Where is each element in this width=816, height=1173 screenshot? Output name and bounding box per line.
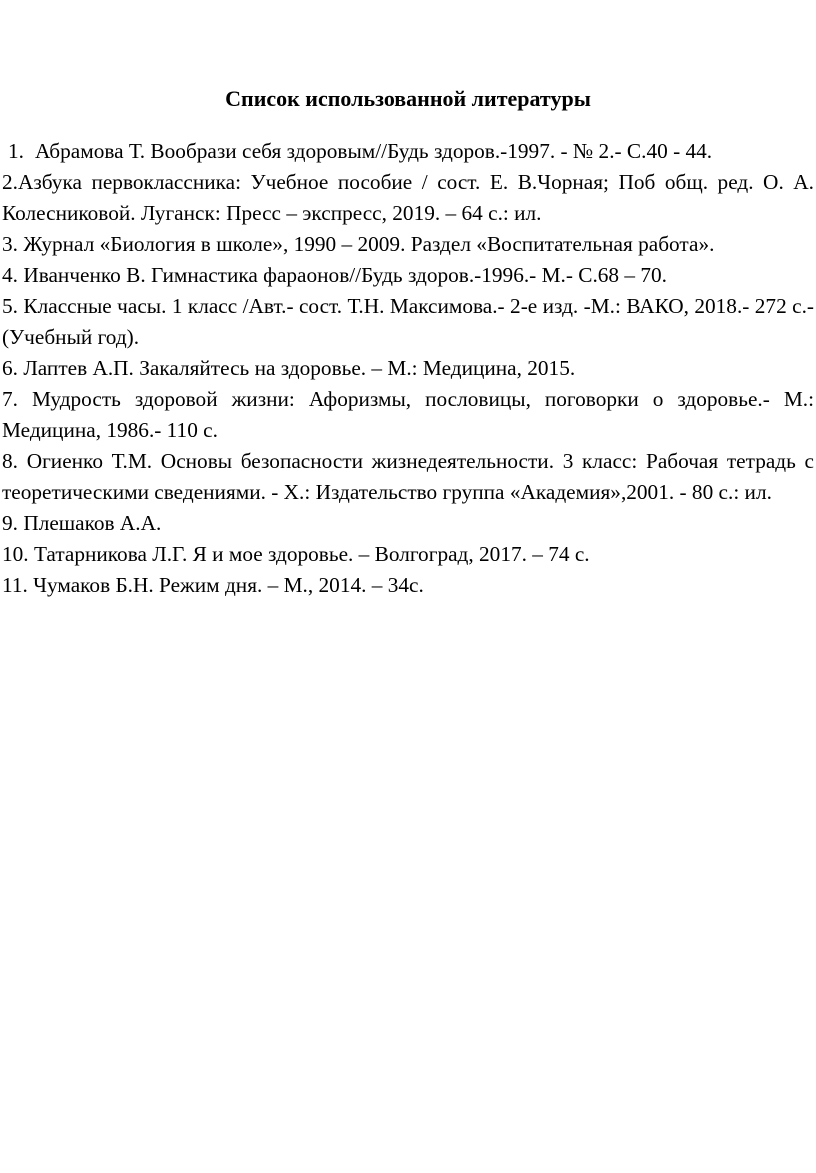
reference-text: Классные часы. 1 класс /Авт.- сост. Т.Н. Максимова.- 2-е изд. -М.: ВАКО, 2018.- 272 с.- (Учебный год). [2, 294, 814, 349]
reference-item [2, 229, 814, 260]
reference-number: 9. [2, 511, 18, 535]
reference-item [2, 260, 814, 291]
reference-text: Чумаков Б.Н. Режим дня. – М., 2014. – 34с. [33, 573, 424, 597]
reference-item [2, 167, 814, 229]
reference-item [2, 446, 814, 508]
reference-text: Азбука первоклассника: Учебное пособие / сост. Е. В.Чорная; Поб общ. ред. О. А. Колесниковой. Луганск: Пресс – экспресс, 2019. – 64 с.: ил. [2, 170, 814, 225]
reference-number: 1. [8, 139, 24, 163]
reference-text: Иванченко В. Гимнастика фараонов//Будь здоров.-1996.- М.- С.68 – 70. [23, 263, 668, 287]
reference-item [2, 508, 814, 539]
reference-number: 10. [2, 542, 29, 566]
reference-text: Журнал «Биология в школе», 1990 – 2009. Раздел «Воспитательная работа». [23, 232, 715, 256]
reference-text: Мудрость здоровой жизни: Афоризмы, пословицы, поговорки о здоровье.- М.: Медицина, 1986.- 110 с. [2, 387, 814, 442]
reference-number: 8. [2, 449, 18, 473]
reference-text: Татарникова Л.Г. Я и мое здоровье. – Волгоград, 2017. – 74 с. [33, 542, 590, 566]
reference-item [2, 136, 814, 167]
reference-number: 6. [2, 356, 18, 380]
reference-text: Абрамова Т. Вообрази себя здоровым//Будь здоров.-1997. - № 2.- С.40 - 44. [35, 139, 713, 163]
reference-text: Плешаков А.А. [23, 511, 162, 535]
reference-text: Огиенко Т.М. Основы безопасности жизнедеятельности. 3 класс: Рабочая тетрадь с теоретическими сведениями. - Х.: Издательство группа «Академия»,2001. - 80 с.: ил. [2, 449, 814, 504]
reference-number: 4. [2, 263, 18, 287]
reference-item [2, 570, 814, 601]
reference-list [2, 136, 814, 601]
page-title: Список использованной литературы [225, 86, 591, 111]
reference-item [2, 353, 814, 384]
reference-item [2, 291, 814, 353]
reference-number: 2. [2, 170, 18, 194]
reference-number: 5. [2, 294, 18, 318]
reference-number: 3. [2, 232, 18, 256]
reference-item [2, 539, 814, 570]
reference-item [2, 384, 814, 446]
reference-number: 11. [2, 573, 28, 597]
reference-number: 7. [2, 387, 18, 411]
reference-text: Лаптев А.П. Закаляйтесь на здоровье. – М.: Медицина, 2015. [23, 356, 576, 380]
